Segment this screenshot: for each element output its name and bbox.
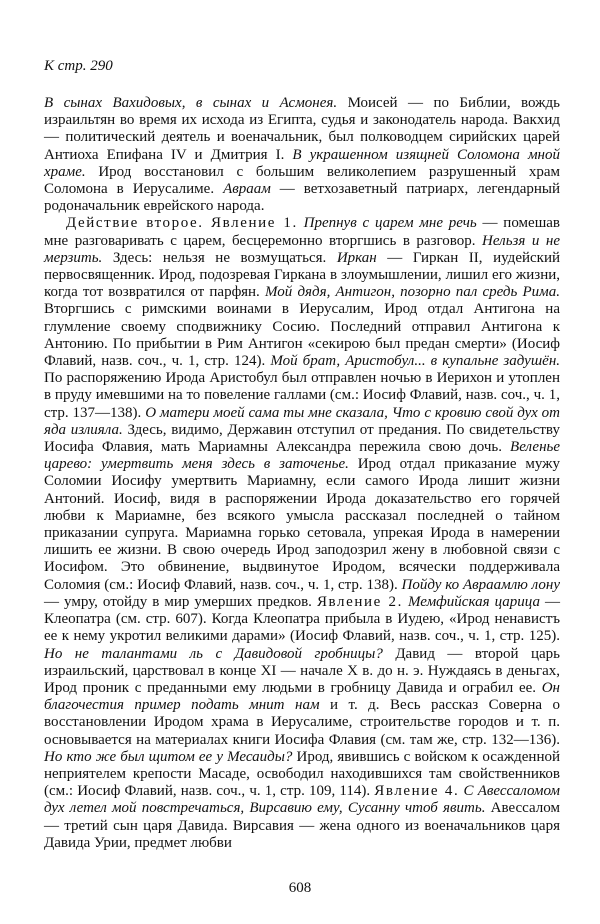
quoted-phrase: В украшенном изящней Соломона мной храме.	[44, 146, 560, 180]
commentary-run: По распоряжению Ирода Аристобул был отправлен ночью в Иерихон и утоплен в пруду имевшими на то повеление галлами (см.: Иосиф Флавий, назв. соч., ч. 1, стр. 137—138).	[44, 370, 560, 421]
commentary-run: Моисей — по Библии, вождь израильтян во время их исхода из Египта, судья и законодатель народа. Вакхид — политический деятель и военачальник, был полководцем сирийских царей Антиоха Епифана IV и Дмитрия I.	[44, 95, 560, 163]
quoted-phrase: Но кто же был щитом ее у Месаиды?	[44, 748, 293, 765]
quoted-phrase: Препнув с царем мне речь	[303, 215, 477, 232]
quoted-phrase: О матери моей сама ты мне сказала, Что с кровию свой дух от яда излияла.	[44, 404, 560, 438]
quoted-phrase: С Авессаломом дух летел мой повстречаться, Вирсавию ему, Сусанну чтоб явить.	[44, 783, 560, 817]
quoted-phrase: Авраам	[223, 181, 271, 198]
commentary-run: и т. д. Весь рассказ Соверна о восстановлении Иродом храма в Иерусалиме, строительстве городов и т. п. основывается на материалах книги Иосифа Флавия (см. там же, стр. 132—136).	[44, 697, 560, 748]
commentary-run: Ирод, явившись с войском к осажденной неприятелем крепости Масаде, освободил находившихся там свойственников (см.: Иосиф Флавий, назв. соч., ч. 1, стр. 109, 114).	[44, 748, 560, 800]
quoted-phrase: Мой брат, Аристобул... в купальне задушён.	[270, 353, 561, 370]
quoted-phrase: В сынах Вахидовых, в сынах и Асмонея.	[44, 95, 338, 111]
quoted-phrase: Пойду ко Авраамлю лону	[401, 576, 560, 593]
commentary-run: Здесь: нельзя не возмущаться.	[102, 249, 337, 266]
quoted-phrase: Иркан	[336, 249, 377, 266]
scene-marker: Явление 2.	[316, 593, 403, 610]
commentary-run: Ирод восстановил с большим великолепием разрушенный храм Соломона в Иерусалиме.	[44, 163, 560, 198]
commentary-run: Давид — второй царь израильский, царствовал в конце XI — начале X в. до н. э. Нуждаясь в деньгах, Ирод проник с преданными ему людьми в гробницу Давида и ограбил ее.	[44, 645, 560, 696]
quoted-phrase: Мой дядя, Антигон, позорно пал средь Рима.	[264, 284, 560, 301]
commentary-run: — Клеопатра (см. стр. 607). Когда Клеопатра прибыла в Иудею, «Ирод ненавистъ ее к нему укротил великими дарами» (Иосиф Флавий, назв. соч., ч. 1, стр. 125).	[44, 593, 561, 645]
commentary-run: — умру, отойду в мир умерших предков.	[44, 593, 317, 610]
commentary-paragraph	[44, 215, 560, 852]
quoted-phrase: Нельзя и не мерзить.	[44, 232, 560, 266]
page-reference-heading: К стр. 290	[44, 58, 113, 74]
page-body	[44, 58, 560, 852]
commentary-paragraph	[44, 95, 560, 215]
commentary-run: — ветхозаветный патриарх, легендарный родоначальник еврейского народа.	[44, 181, 560, 215]
quoted-phrase: Он благочестия пример подать мнит нам	[44, 679, 560, 714]
quoted-phrase: Мемфийская царица	[408, 593, 540, 610]
commentary-run: — Гиркан II, иудейский первосвященник. Ирод, подозревая Гиркана в злоумышлении, лишил его жизни, когда тот возвратился от парфян.	[44, 249, 560, 301]
scene-marker: Действие второе. Явление 1.	[66, 215, 298, 232]
commentary-text	[44, 95, 560, 852]
scene-marker: Явление 4.	[374, 783, 460, 800]
commentary-run: — помешав мне разговаривать с царем, бесцеремонно вторгшись в разговор.	[44, 215, 560, 249]
commentary-run: Вторгшись с римскими воинами в Иерусалим, Ирод отдал Антигона на глумление своему сподвижнику Сосию. Последний отправил Антигона к Антонию. По прибытии в Рим Антигон «секирою был предан смерти» (Иосиф Флавий, назв. соч., ч. 1, стр. 124).	[44, 301, 560, 370]
commentary-run: Здесь, видимо, Державин отступил от предания. По свидетельству Иосифа Флавия, мать Мариамны Александра пережила свою дочь.	[44, 421, 560, 456]
commentary-run: Авессалом — третий сын царя Давида. Вирсавия — жена одного из военачальников царя Давида Урии, предмет любви	[44, 800, 560, 851]
page-number: 608	[288, 880, 312, 896]
commentary-run: Ирод отдал приказание мужу Соломии Иосифу умертвить Мариамну, если самого Ирода лишит жизни Антоний. Иосиф, видя в распоряжении Ирода доказательство его горячей любви к Мариамне, без всякого умысла рассказал последней о тайном приказании супруга. Мариамна горько сетовала, упрекая Ирода в намерении лишить ее жизни. В свою очередь Ирод заподозрил жену в любовной связи с Иосифом. Это обвинение, выдвинутое Иродом, всячески поддерживала Соломия (см.: Иосиф Флавий, назв. соч., ч. 1, стр. 138).	[44, 456, 561, 593]
quoted-phrase: Но не талантами ль с Давидовой гробницы?	[44, 645, 383, 662]
quoted-phrase: Веленье царево: умертвить меня здесь в заточенье.	[44, 439, 560, 473]
